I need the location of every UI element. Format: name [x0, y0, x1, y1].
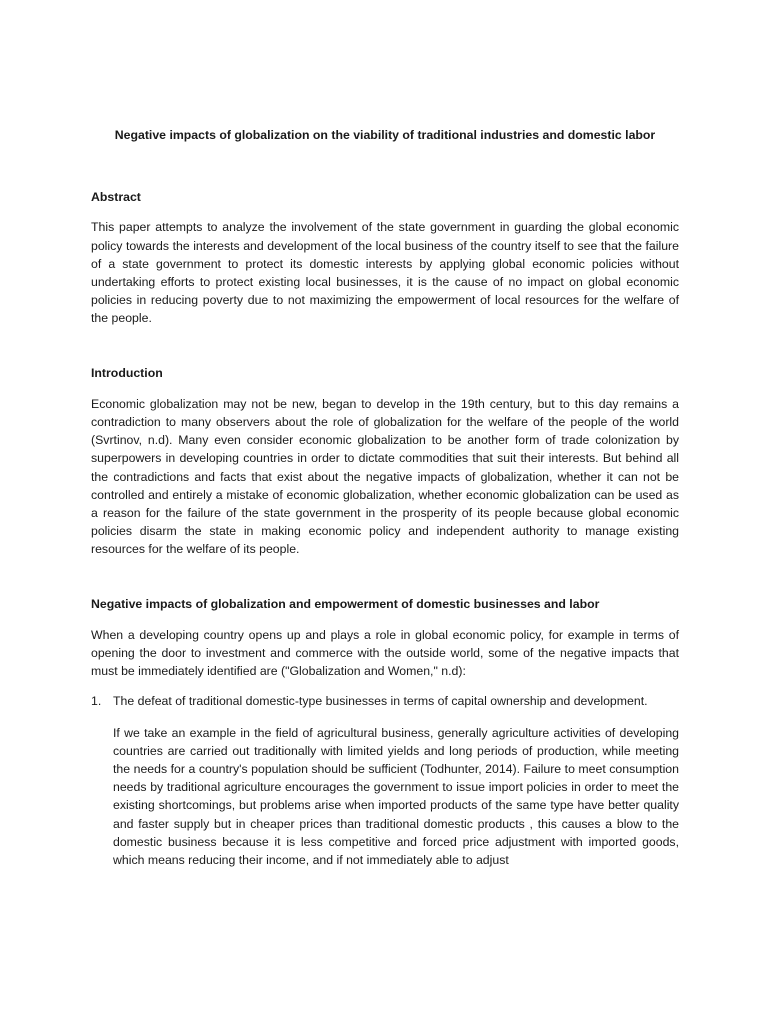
abstract-paragraph: This paper attempts to analyze the involvement of the state government in guarding the global economic policy towards the interests and development of the local business of the country itself to see that the failure of a state government to protect its domestic interests by applying global economic policies without undertaking efforts to protect existing local businesses, it is the cause of no impact on global economic policies in reducing poverty due to not maximizing the empowerment of local resources for the welfare of the people.: [91, 220, 679, 326]
document-title: Negative impacts of globalization on the viability of traditional industries and domestic labor: [114, 128, 656, 142]
list-item-number: 1.: [91, 694, 102, 709]
introduction-paragraph: Economic globalization may not be new, began to develop in the 19th century, but to this day remains a contradiction to many observers about the role of globalization for the welfare of the people of the world (Svrtinov, n.d). Many even consider economic globalization to be another form of trade colonization by superpowers in developing countries in order to dictate commodities that suit their interests. But behind all the contradictions and facts that exist about the negative impacts of globalization, whether it can not be controlled and entirely a mistake of economic globalization, whether economic globalization can be used as a reason for the failure of the state government in the prosperity of its people because global economic policies disarm the state in making economic policy and independent authority to manage existing resources for the welfare of its people.: [91, 396, 679, 557]
abstract-heading: Abstract: [91, 190, 141, 205]
list-item-detail-paragraph: If we take an example in the field of agricultural business, generally agriculture activities of developing countries are carried out traditionally with limited yields and long periods of production, while meeting the needs for a country's population should be sufficient (Todhunter, 2014). Failure to meet consumption needs by traditional agriculture encourages the government to issue import policies in order to meet the existing shortcomings, but problems arise when imported products of the same type have better quality and faster supply but in cheaper prices than traditional domestic products , this causes a blow to the domestic business because it is less competitive and forced price adjustment with imported goods, which means reducing their income, and if not immediately able to adjust: [113, 725, 679, 868]
list-item: [91, 692, 679, 710]
negative-impacts-paragraph: When a developing country opens up and plays a role in global economic policy, for example in terms of opening the door to investment and commerce with the outside world, some of the negative impacts that must be immediately identified are ("Globalization and Women," n.d):: [91, 627, 679, 679]
impacts-list: [91, 692, 679, 710]
list-item-text: The defeat of traditional domestic-type businesses in terms of capital ownership and development.: [113, 694, 648, 709]
document-content: [91, 126, 679, 882]
negative-impacts-heading: Negative impacts of globalization and empowerment of domestic businesses and labor: [91, 596, 600, 611]
introduction-heading: Introduction: [91, 365, 163, 380]
